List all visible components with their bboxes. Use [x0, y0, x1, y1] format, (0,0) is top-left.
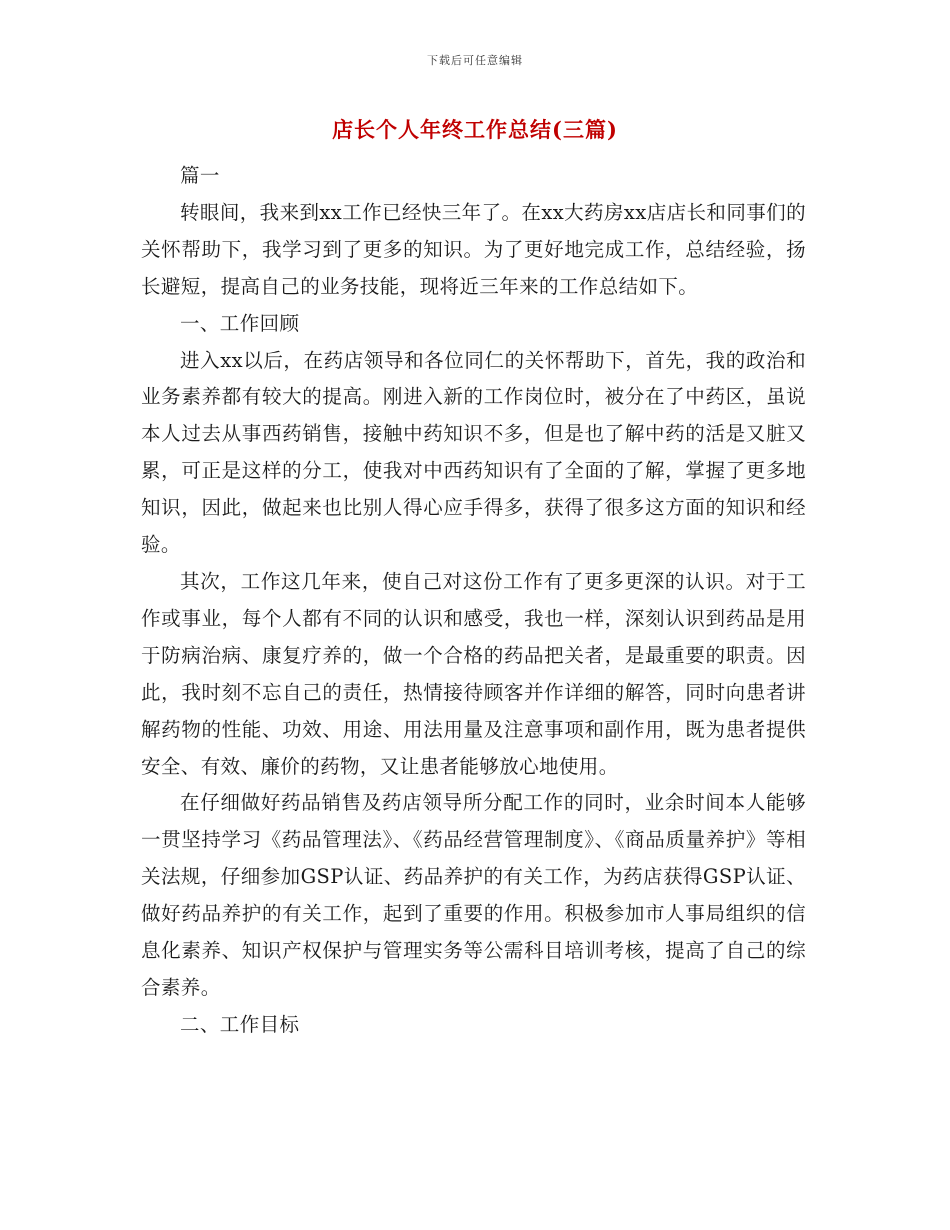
paragraph: 进入xx以后，在药店领导和各位同仁的关怀帮助下，首先，我的政治和业务素养都有较大的提高。刚进入新的工作岗位时，被分在了中药区，虽说本人过去从事西药销售，接触中药知识不多，但是也了解中药的活是又脏又累，可正是这样的分工，使我对中西药知识有了全面的了解，掌握了更多地知识，因此，做起来也比别人得心应手得多，获得了很多这方面的知识和经验。	[141, 348, 806, 557]
document-title: 店长个人年终工作总结(三篇)	[332, 117, 618, 142]
section-heading: 一、工作回顾	[180, 311, 300, 335]
document-body	[141, 158, 806, 1044]
section-heading: 二、工作目标	[180, 1012, 300, 1036]
paragraph: 转眼间，我来到xx工作已经快三年了。在xx大药房xx店店长和同事们的关怀帮助下，我学习到了更多的知识。为了更好地完成工作，总结经验，扬长避短，提高自己的业务技能，现将近三年来的工作总结如下。	[141, 200, 806, 298]
header-note: 下载后可任意编辑	[427, 54, 523, 67]
paragraph: 其次，工作这几年来，使自己对这份工作有了更多更深的认识。对于工作或事业，每个人都有不同的认识和感受，我也一样，深刻认识到药品是用于防病治病、康复疗养的，做一个合格的药品把关者，是最重要的职责。因此，我时刻不忘自己的责任，热情接待顾客并作详细的解答，同时向患者讲解药物的性能、功效、用途、用法用量及注意事项和副作用，既为患者提供安全、有效、廉价的药物，又让患者能够放心地使用。	[141, 569, 806, 778]
section-label: 篇一	[180, 164, 220, 187]
paragraph: 在仔细做好药品销售及药店领导所分配工作的同时，业余时间本人能够一贯坚持学习《药品管理法》、《药品经营管理制度》、《商品质量养护》等相关法规，仔细参加GSP认证、药品养护的有关工作，为药店获得GSP认证、做好药品养护的有关工作，起到了重要的作用。积极参加市人事局组织的信息化素养、知识产权保护与管理实务等公需科目培训考核，提高了自己的综合素养。	[141, 791, 806, 999]
